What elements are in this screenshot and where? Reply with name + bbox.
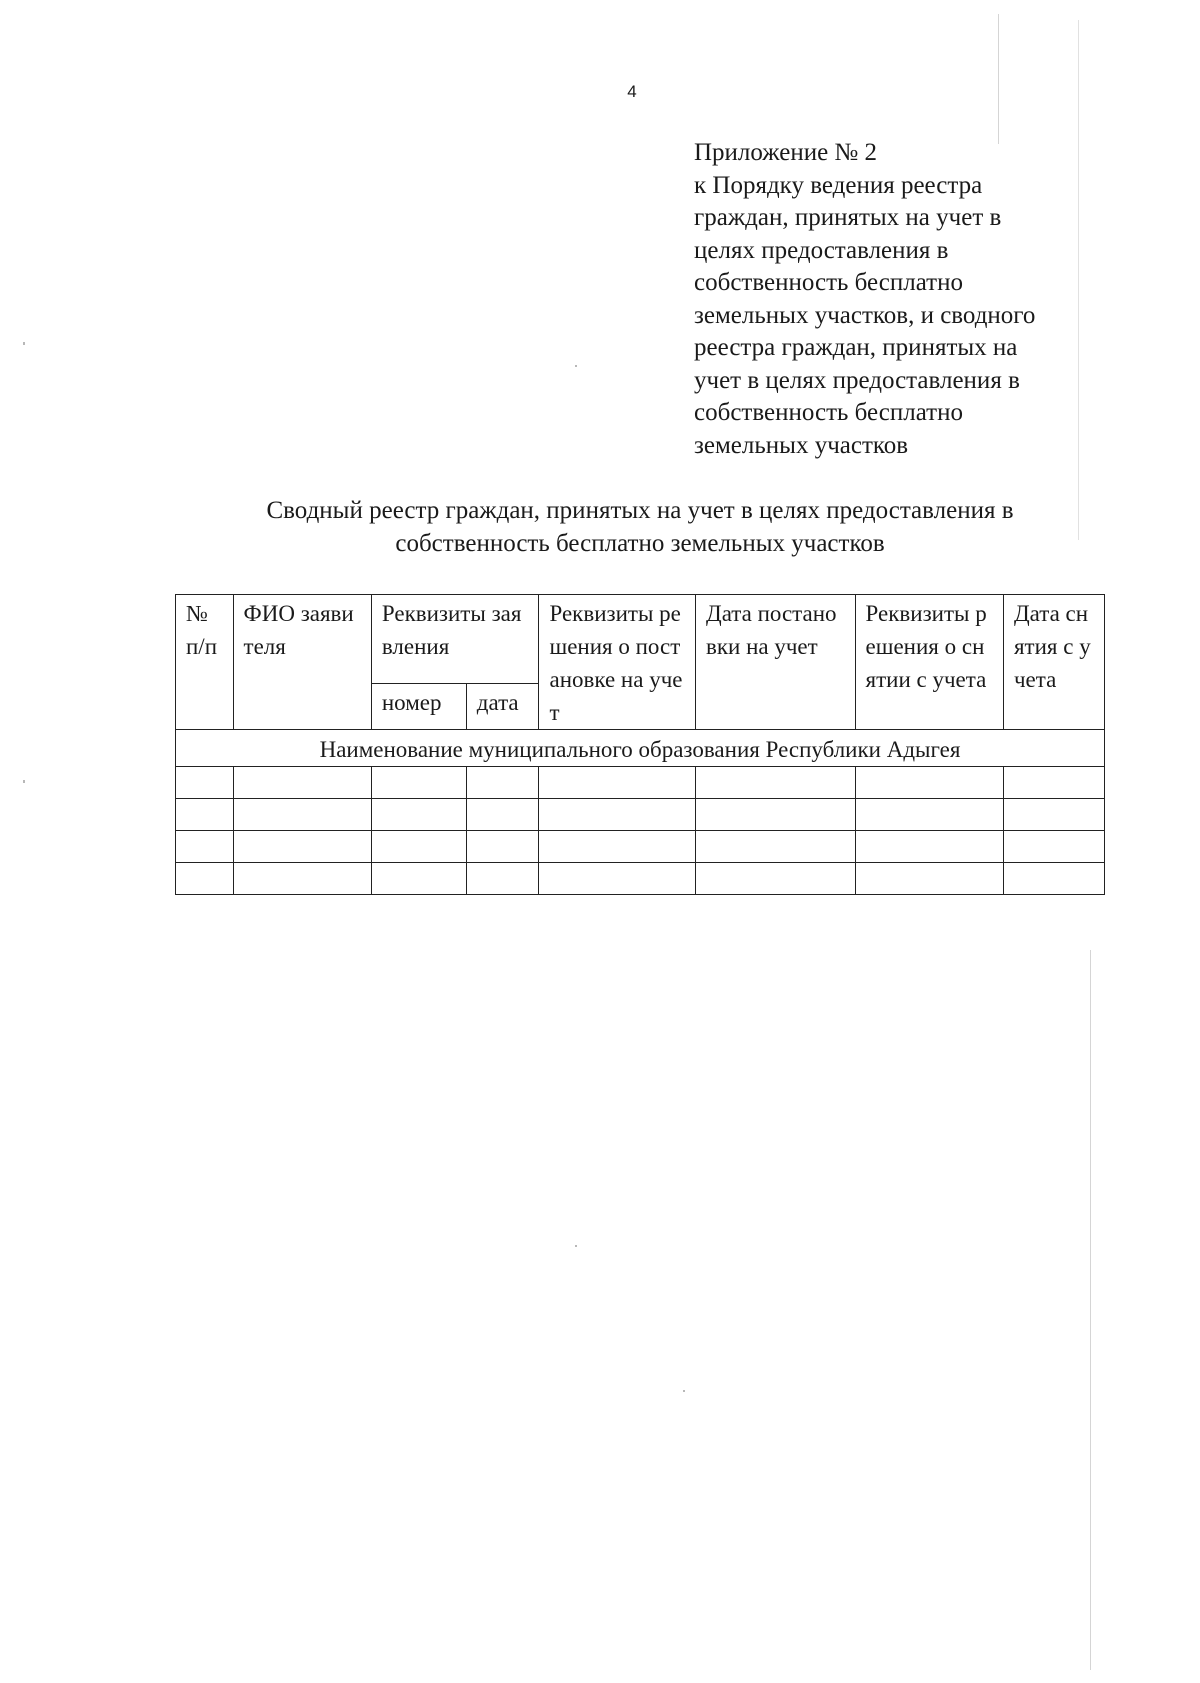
table-cell: [371, 767, 466, 799]
table-cell: [233, 831, 371, 863]
header-registration-decision: Реквизиты решения о постановке на учет: [539, 595, 696, 730]
table-cell: [855, 767, 1003, 799]
table-row: [176, 767, 1105, 799]
appendix-line: реестра граждан, принятых на: [694, 334, 1018, 361]
table-cell: [1003, 831, 1104, 863]
table-cell: [466, 799, 539, 831]
appendix-line: целях предоставления в: [694, 236, 949, 264]
scan-dot: [683, 1390, 685, 1392]
page-number: 4: [627, 82, 637, 101]
table-cell: [1003, 767, 1104, 799]
table-cell: [855, 831, 1003, 863]
header-registration-date: Дата постановки на учет: [696, 595, 856, 730]
scan-dot: [23, 780, 25, 783]
scan-dot: [575, 1245, 577, 1247]
table-cell: [466, 863, 539, 895]
appendix-line: земельных участков, и сводного: [694, 301, 1036, 329]
table-cell: [539, 799, 696, 831]
table-cell: [696, 831, 856, 863]
table-cell: [855, 863, 1003, 895]
table-cell: [539, 863, 696, 895]
register-table: [175, 594, 1105, 895]
municipality-name: Наименование муниципального образования Республики Адыгея: [176, 730, 1105, 767]
table-row: [176, 831, 1105, 863]
table-cell: [696, 863, 856, 895]
appendix-line: граждан, принятых на учет в: [694, 204, 1002, 231]
table-cell: [466, 831, 539, 863]
scan-dot: [575, 365, 577, 367]
table-cell: [233, 767, 371, 799]
scan-edge-mark: [998, 14, 999, 144]
appendix-line: Приложение № 2: [694, 139, 878, 166]
table-cell: [176, 831, 234, 863]
table-row: [176, 799, 1105, 831]
header-removal-date: Дата снятия с учета: [1003, 595, 1104, 730]
header-fio: ФИО заявителя: [233, 595, 371, 730]
appendix-line: учет в целях предоставления в: [694, 366, 1020, 394]
table-cell: [539, 831, 696, 863]
header-row: [176, 595, 1105, 684]
table-cell: [696, 799, 856, 831]
table-row: [176, 863, 1105, 895]
table-cell: [176, 863, 234, 895]
table-cell: [176, 767, 234, 799]
scan-edge-mark: [1090, 950, 1091, 1670]
header-removal-decision: Реквизиты решения о снятии с учета: [855, 595, 1003, 730]
table-cell: [1003, 799, 1104, 831]
table-cell: [1003, 863, 1104, 895]
municipality-row: [176, 730, 1105, 767]
table-cell: [371, 799, 466, 831]
header-num: № п/п: [176, 595, 234, 730]
table-cell: [696, 767, 856, 799]
table-cell: [176, 799, 234, 831]
table-cell: [539, 767, 696, 799]
title-line: собственность бесплатно земельных участков: [395, 530, 885, 557]
header-app-details: Реквизиты заявления: [371, 595, 539, 684]
header-app-number: номер: [371, 683, 466, 729]
header-app-date: дата: [466, 683, 539, 729]
table-cell: [855, 799, 1003, 831]
table-cell: [371, 831, 466, 863]
title-line: Сводный реестр граждан, принятых на учет в целях предоставления в: [266, 497, 1014, 524]
appendix-reference: [694, 137, 1114, 462]
table-cell: [233, 799, 371, 831]
appendix-line: к Порядку ведения реестра: [694, 171, 983, 199]
appendix-line: земельных участков: [694, 431, 909, 459]
scan-dot: [23, 342, 25, 345]
table-cell: [233, 863, 371, 895]
scan-edge-mark: [1078, 20, 1079, 540]
document-title: [160, 494, 1120, 560]
appendix-line: собственность бесплатно: [694, 269, 963, 296]
appendix-line: собственность бесплатно: [694, 399, 963, 426]
table-cell: [466, 767, 539, 799]
table-cell: [371, 863, 466, 895]
